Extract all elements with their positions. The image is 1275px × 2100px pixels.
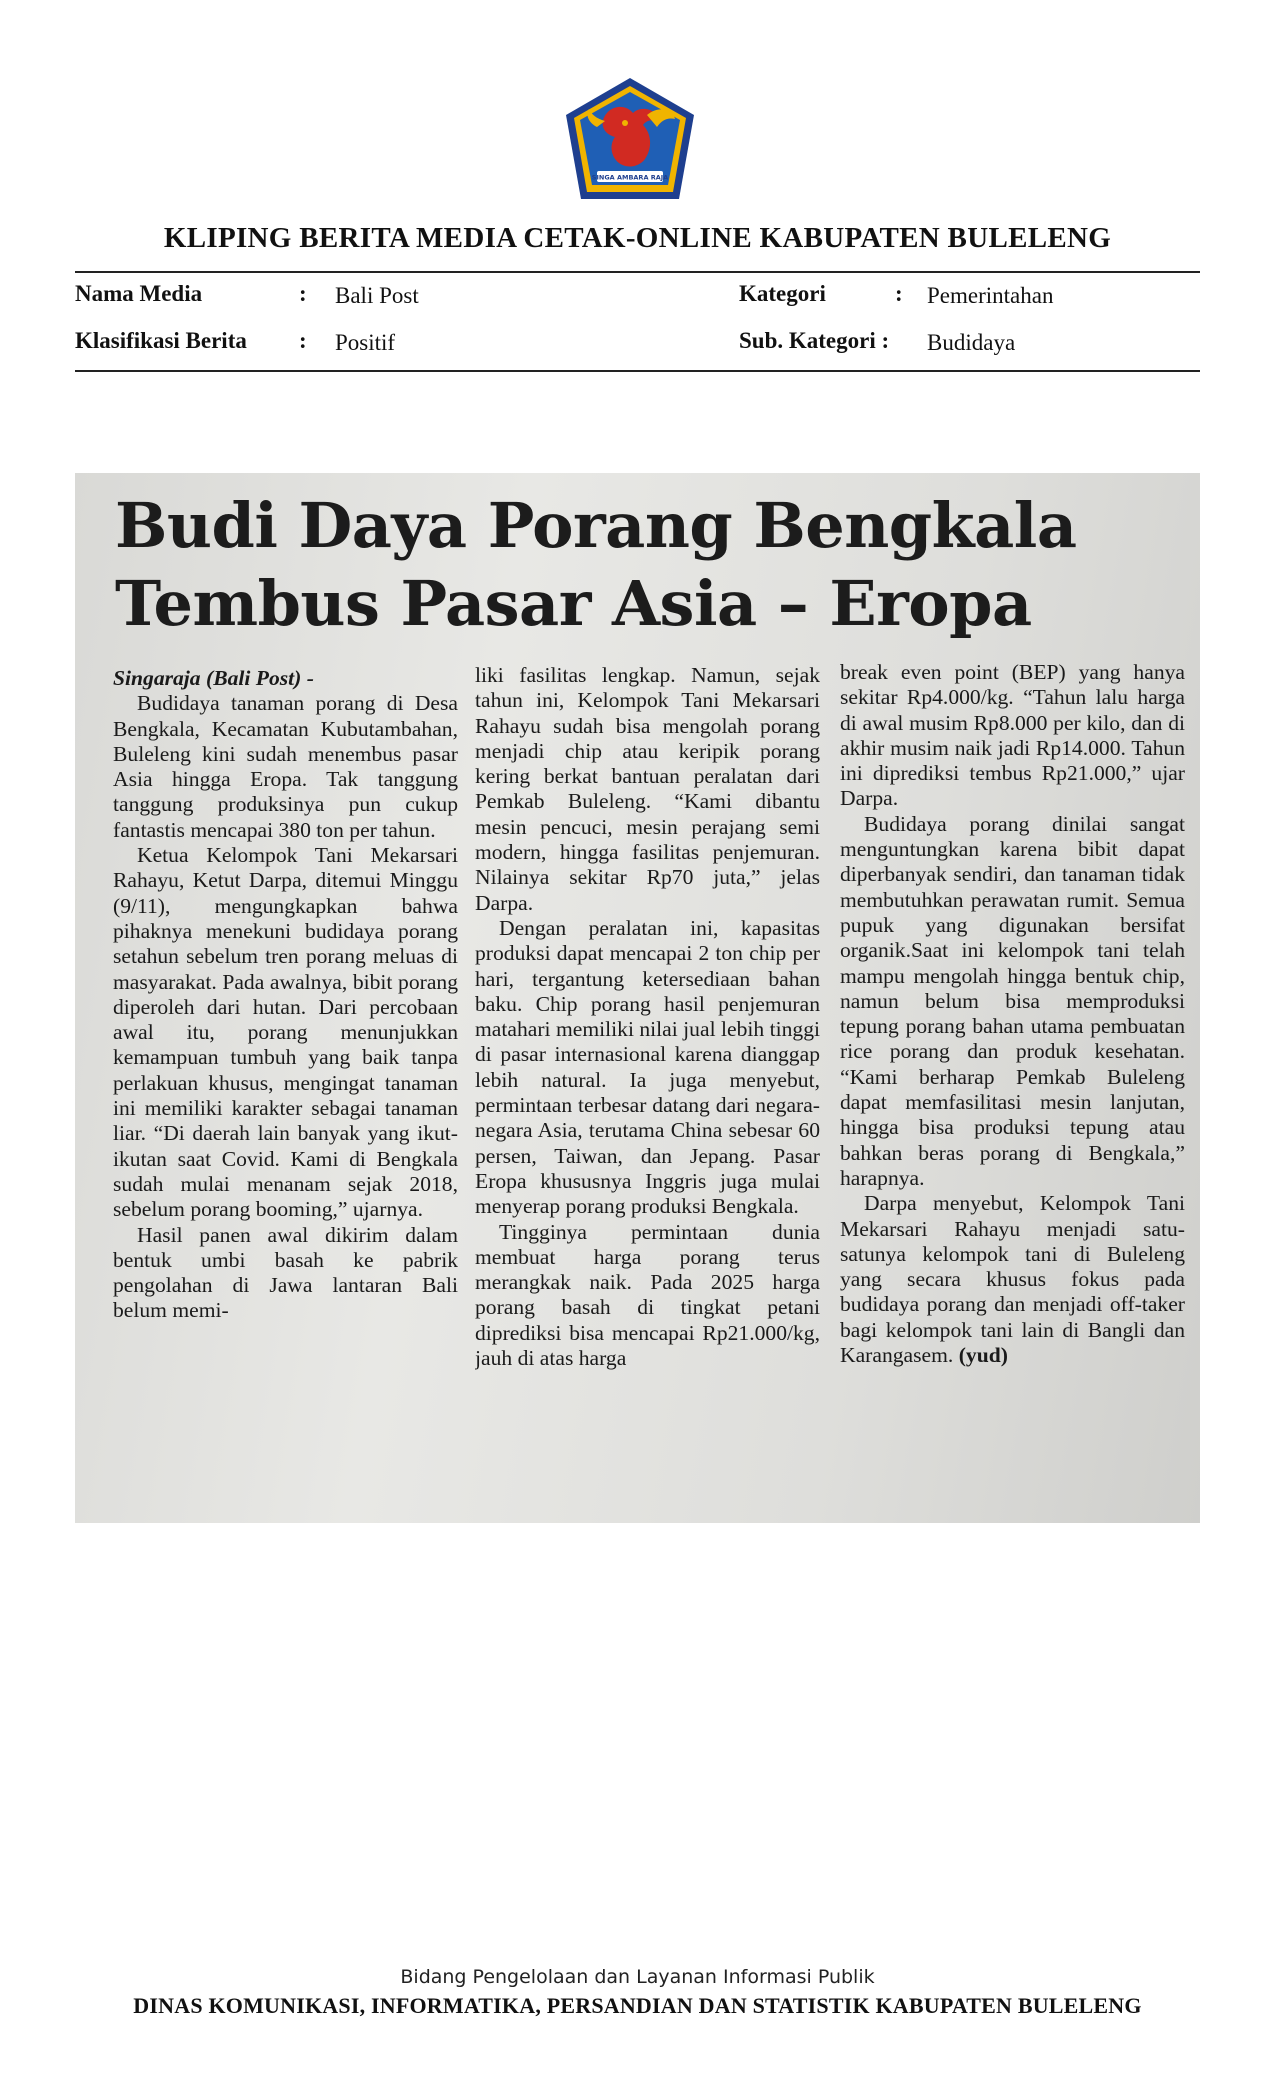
article-headline-line1: Budi Daya Porang Bengkala xyxy=(115,489,1077,562)
column1-paragraph-1: Budidaya tanaman porang di Desa Bengkala, Kecamatan Kubutambahan, Buleleng kini sudah menembus pasar Asia hingga Eropa. Tak tanggung tanggung produksinya pun cukup fantastis mencapai 380 ton per tahun. xyxy=(113,691,458,842)
column2-paragraph-2: Dengan peralatan ini, kapasitas produksi dapat mencapai 2 ton chip per hari, tergantung ketersediaan bahan baku. Chip porang hasil penjemuran matahari memiliki nilai jual lebih tinggi di pasar internasional karena dianggap lebih natural. Ia juga menyebut, permintaan terbesar datang dari negara-negara Asia, terutama China sebesar 60 persen, Taiwan, dan Jepang. Pasar Eropa khususnya Inggris juga mulai menyerap porang produksi Bengkala. xyxy=(475,915,820,1219)
article-column-1 xyxy=(113,666,458,1516)
column3-paragraph-3: Darpa menyebut, Kelompok Tani Mekarsari Rahayu menjadi satu-satunya kelompok tani di Buleleng yang secara khusus fokus pada budidaya porang dan menjadi off-taker bagi kelompok tani lain di Bangli dan Karangasem. xyxy=(840,1191,1185,1368)
subkategori-label: Sub. Kategori : xyxy=(739,328,890,353)
klasifikasi-colon: : xyxy=(299,328,307,353)
page-title: KLIPING BERITA MEDIA CETAK-ONLINE KABUPATEN BULELENG xyxy=(163,222,1112,254)
media-value: Bali Post xyxy=(335,283,419,308)
newspaper-clipping xyxy=(75,473,1200,1523)
header-divider-top xyxy=(75,271,1200,273)
column2-paragraph-3: Tingginya permintaan dunia membuat harga porang terus merangkak naik. Pada 2025 harga porang basah di tingkat petani diprediksi bisa mencapai Rp21.000/kg, jauh di atas harga xyxy=(475,1219,820,1371)
media-colon: : xyxy=(299,281,307,306)
klasifikasi-label: Klasifikasi Berita xyxy=(75,328,247,353)
kategori-colon: : xyxy=(895,281,903,306)
pentagon-emblem-icon xyxy=(563,75,697,203)
footer-agency: DINAS KOMUNIKASI, INFORMATIKA, PERSANDIAN DAN STATISTIK KABUPATEN BULELENG xyxy=(133,1993,1142,2018)
article-column-2 xyxy=(475,663,820,1513)
kategori-value: Pemerintahan xyxy=(927,283,1054,308)
article-dateline: Singaraja (Bali Post) - xyxy=(113,666,314,690)
footer-department: Bidang Pengelolaan dan Layanan Informasi Publik xyxy=(400,1966,875,1988)
subkategori-value: Budidaya xyxy=(927,330,1016,355)
media-label: Nama Media xyxy=(75,281,203,306)
klasifikasi-value: Positif xyxy=(335,330,396,355)
header-divider-bottom xyxy=(75,370,1200,372)
article-headline-line2: Tembus Pasar Asia – Eropa xyxy=(115,567,1032,640)
article-byline: (yud) xyxy=(958,1343,1008,1368)
column3-paragraph-1: break even point (BEP) yang hanya sekitar Rp4.000/kg. “Tahun lalu harga di awal musim Rp8.000 per kilo, dan di akhir musim naik jadi Rp14.000. Tahun ini diprediksi tembus Rp21.000,” ujar Darpa. xyxy=(840,660,1185,811)
column1-paragraph-3: Hasil panen awal dikirim dalam bentuk umbi basah ke pabrik pengolahan di Jawa lantaran Bali belum memi- xyxy=(113,1222,458,1323)
kategori-label: Kategori xyxy=(739,281,826,306)
article-column-3 xyxy=(840,660,1185,1510)
column1-paragraph-2: Ketua Kelompok Tani Mekarsari Rahayu, Ketut Darpa, ditemui Minggu (9/11), mengungkapkan bahwa pihaknya menekuni budidaya porang setahun sebelum tren porang meluas di masyarakat. Pada awalnya, bibit porang diperoleh dari hutan. Dari percobaan awal itu, porang menunjukkan kemampuan tumbuh yang baik tanpa perlakuan khusus, mengingat tanaman ini memiliki karakter sebagai tanaman liar. “Di daerah lain banyak yang ikut-ikutan saat Covid. Kami di Bengkala sudah mulai menanam sejak 2018, sebelum porang booming,” ujarnya. xyxy=(113,843,458,1222)
column3-paragraph-2: Budidaya porang dinilai sangat menguntungkan karena bibit dapat diperbanyak sendiri, dan tanaman tidak membutuhkan perawatan rumit. Semua pupuk yang digunakan bersifat organik.Saat ini kelompok tani telah mampu mengolah hingga bentuk chip, namun belum bisa memproduksi tepung porang bahan utama pembuatan rice porang dan produk kesehatan. “Kami berharap Pemkab Buleleng dapat memfasilitasi mesin lanjutan, hingga bisa produksi tepung atau bahkan beras porang di Bengkala,” harapnya. xyxy=(840,811,1185,1190)
column2-paragraph-1: liki fasilitas lengkap. Namun, sejak tahun ini, Kelompok Tani Mekarsari Rahayu sudah bisa mengolah porang menjadi chip atau keripik porang kering berkat bantuan peralatan dari Pemkab Buleleng. “Kami dibantu mesin pencuci, mesin perajang semi modern, hingga fasilitas penjemuran. Nilainya sekitar Rp70 juta,” jelas Darpa. xyxy=(475,663,820,915)
emblem-motto: SINGA AMBARA RAJA xyxy=(591,173,669,182)
